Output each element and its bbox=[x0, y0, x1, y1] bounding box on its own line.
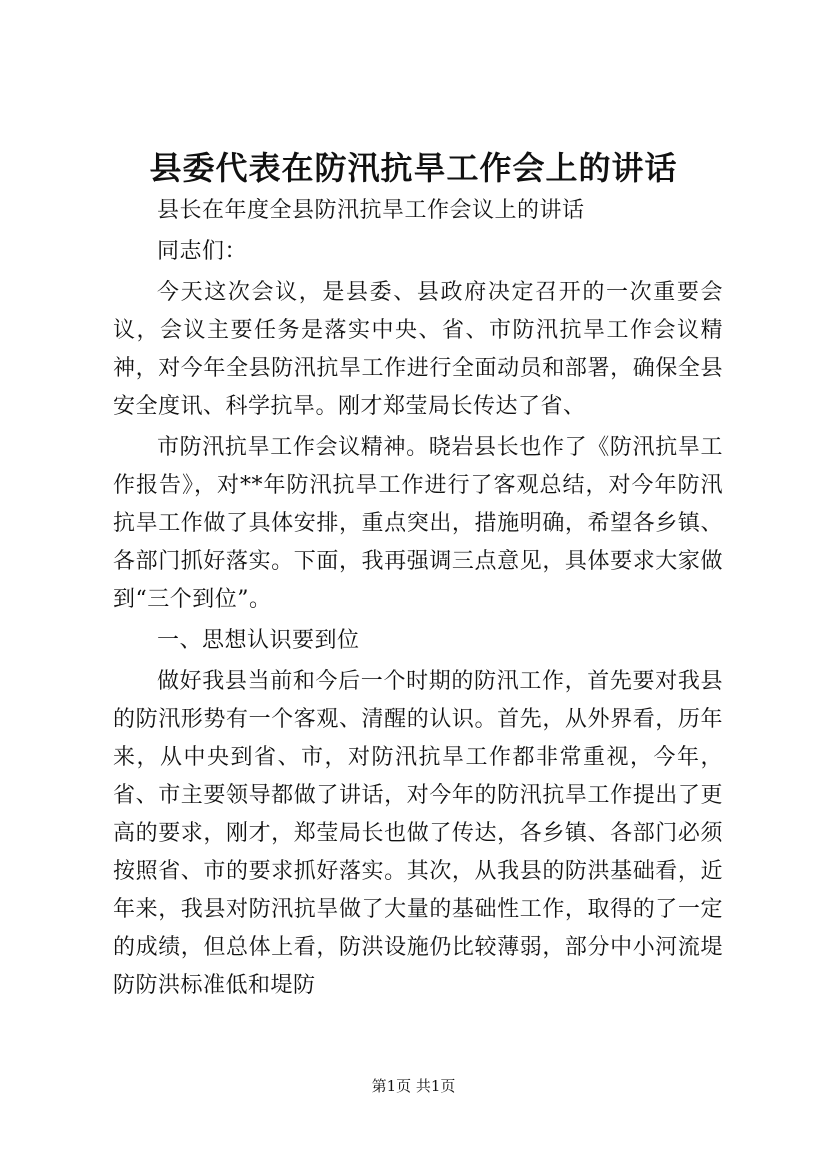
page-number-footer: 第1页 共1页 bbox=[371, 1077, 456, 1095]
document-title: 县委代表在防汛抗旱工作会上的讲话 bbox=[149, 149, 678, 187]
paragraph-situation: 做好我县当前和今后一个时期的防汛工作，首先要对我县的防汛形势有一个客观、清醒的认识。首先，从外界看，历年来，从中央到省、市，对防汛抗旱工作都非常重视，今年，省、市主要领导都做了讲话，对今年的防汛抗旱工作提出了更高的要求，刚才，郑莹局长也做了传达，各乡镇、各部门必须按照省、市的要求抓好落实。其次，从我县的防洪基础看，近年来，我县对防汛抗旱做了大量的基础性工作，取得的了一定的成绩，但总体上看，防洪设施仍比较薄弱，部分中小河流堤防防洪标准低和堤防 bbox=[113, 669, 723, 998]
salutation: 同志们： bbox=[157, 239, 248, 264]
document-body bbox=[113, 192, 723, 1005]
paragraph-opening: 今天这次会议，是县委、县政府决定召开的一次重要会议，会议主要任务是落实中央、省、市防汛抗旱工作会议精神，对今年全县防汛抗旱工作进行全面动员和部署，确保全县安全度讯、科学抗旱。刚才郑莹局长传达了省、 bbox=[113, 280, 723, 419]
speech-subtitle: 县长在年度全县防汛抗旱工作会议上的讲话 bbox=[157, 198, 585, 223]
paragraph-meeting-summary: 市防汛抗旱工作会议精神。晓岩县长也作了《防汛抗旱工作报告》，对**年防汛抗旱工作进行了客观总结，对今年防汛抗旱工作做了具体安排，重点突出，措施明确，希望各乡镇、各部门抓好落实。下面，我再强调三点意见，具体要求大家做到“三个到位”。 bbox=[113, 435, 723, 612]
section-heading-1: 一、思想认识要到位 bbox=[157, 628, 360, 653]
